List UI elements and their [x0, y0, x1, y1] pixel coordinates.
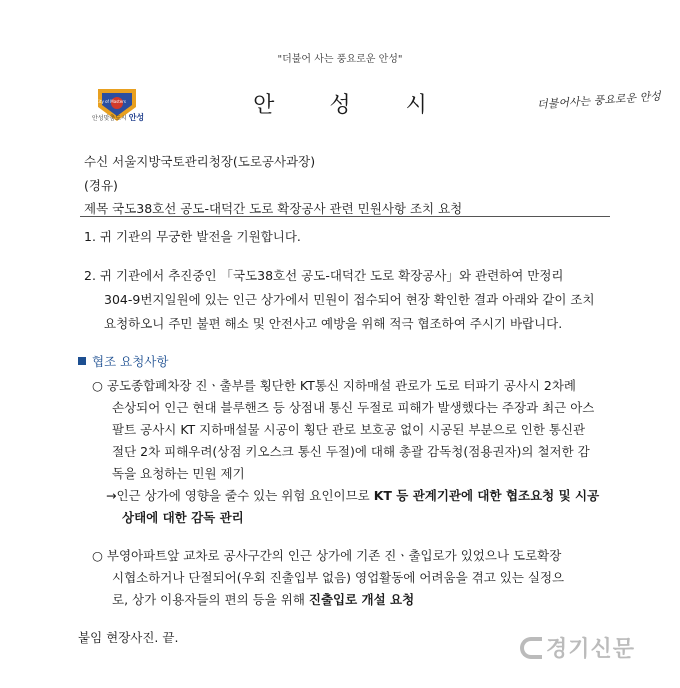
- bullet-2-line-2: 시협소하거나 단절되어(우회 진출입부 없음) 영업활동에 어려움을 겪고 있는 실정으: [112, 570, 565, 585]
- via-line: (경유): [84, 178, 118, 193]
- city-slogan: 더불어사는 풍요로운 안성: [536, 89, 662, 112]
- newspaper-logo-icon: [520, 637, 542, 659]
- section-heading: [78, 352, 168, 370]
- watermark: [520, 632, 635, 663]
- bullet-2-line-3: [112, 590, 414, 608]
- paragraph-2-line-3: 요청하오니 주민 불편 해소 및 안전사고 예방을 위해 적극 협조하여 주시기 바랍니다.: [104, 316, 563, 331]
- logo-caption-en: City of Masters: [96, 99, 126, 104]
- header-divider: [80, 216, 610, 217]
- section-title: 협조 요청사항: [92, 354, 169, 369]
- bullet-2-bold-text: 진출입로 개설 요청: [308, 592, 415, 607]
- arrow-plain-text: →인근 상가에 영향을 줄수 있는 위험 요인이므로: [106, 488, 374, 503]
- logo-caption-city: 안성: [128, 113, 145, 122]
- paragraph-2-line-1: 2. 귀 기관에서 추진중인 「국도38호선 공도-대덕간 도로 확장공사」와 관련하여 만정리: [84, 268, 564, 283]
- watermark-text: 경기신문: [546, 637, 636, 662]
- square-bullet-icon: [78, 357, 86, 365]
- logo-caption-small: 안성맞춤도시: [92, 115, 127, 122]
- org-title: 안 성 시: [253, 93, 451, 118]
- bullet-1-arrow-line: [106, 486, 599, 504]
- bullet-2-line-1: ○ 부영아파트앞 교차로 공사구간의 인근 상가에 기존 진ㆍ출입로가 있었으나 도로확장: [92, 548, 562, 563]
- bullet-1-arrow-line-2: 상태에 대한 감독 관리: [122, 510, 244, 525]
- bullet-1-line-2: 손상되어 인근 현대 블루핸즈 등 상점내 통신 두절로 피해가 발생했다는 주장과 최근 아스: [112, 400, 595, 415]
- motto: "더불어 사는 풍요로운 안성": [277, 54, 403, 65]
- attachment-line: 붙임 현장사진. 끝.: [78, 630, 179, 645]
- recipient-line: 수신 서울지방국토관리청장(도로공사과장): [84, 154, 316, 169]
- bullet-1-line-4: 절단 2차 피해우려(상점 키오스크 통신 두절)에 대해 총괄 감독청(점용권자)의 철저한 감: [112, 444, 590, 459]
- subject-line: 제목 국도38호선 공도-대덕간 도로 확장공사 관련 민원사항 조치 요청: [84, 201, 463, 216]
- bullet-1-line-3: 팔트 공사시 KT 지하매설물 시공이 횡단 관로 보호공 없이 시공된 부분으로 인한 통신관: [112, 422, 586, 437]
- bullet-1-line-5: 독을 요청하는 민원 제기: [112, 466, 245, 481]
- bullet-2-plain-text: 로, 상가 이용자들의 편의 등을 위해: [112, 592, 309, 607]
- bullet-1-line-1: ○ 공도종합폐차장 진ㆍ출부를 횡단한 KT통신 지하매설 관로가 도로 터파기 공사시 2차례: [92, 378, 577, 393]
- paragraph-2-line-2: 304-9번지일원에 있는 인근 상가에서 민원이 접수되어 현장 확인한 결과 아래와 같이 조치: [104, 292, 595, 307]
- arrow-bold-text: KT 등 관계기관에 대한 협조요청 및 시공: [373, 488, 600, 503]
- paragraph-1: 1. 귀 기관의 무궁한 발전을 기원합니다.: [84, 229, 301, 244]
